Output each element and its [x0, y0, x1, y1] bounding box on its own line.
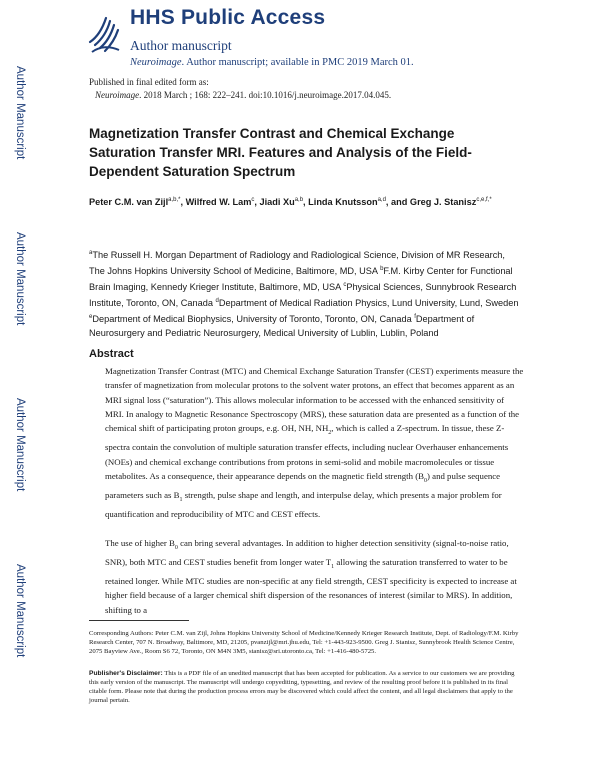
availability-text: . Author manuscript; available in PMC 2019 March 01.	[181, 57, 414, 68]
abstract-paragraph	[105, 364, 525, 521]
subscript: 0	[174, 544, 178, 551]
author-affiliation-mark: a,b	[294, 197, 304, 203]
side-label-author-manuscript: Author Manuscript	[14, 564, 26, 658]
paragraph-text: The use of higher B	[105, 538, 175, 548]
author-affiliation-mark: a,b,*	[168, 197, 181, 203]
affiliation-mark: d	[215, 297, 219, 304]
publisher-disclaimer	[89, 669, 521, 705]
author-name: Greg J. Stanisz	[409, 197, 477, 208]
affiliation-mark: f	[414, 313, 416, 320]
paragraph-text: Magnetization Transfer Contrast (MTC) and Chemical Exchange Saturation Transfer (CEST) experiments measure the transfer of magnetization from molecular protons to the solvent water protons, an effect that becomes apparent as an MRI signal loss (“saturation”). This allows molecular information to be accessed with the enhanced sensitivity of MRI. In analogy to Magnetic Resonance Spectroscopy (MRS), these saturation data are presented as a function of the chemical shift of participating proton groups, e.g. OH, NH, NH	[105, 366, 524, 434]
citation-details: . 2018 March ; 168: 222–241. doi:10.1016/j.neuroimage.2017.04.045.	[139, 90, 392, 100]
author-name: Peter C.M. van Zijl	[89, 197, 169, 208]
affiliation-mark: c	[343, 281, 347, 288]
subscript: 1	[179, 496, 183, 503]
subscript: 2	[328, 429, 332, 436]
author-name: Linda Knutsson	[308, 197, 378, 208]
article-title: Magnetization Transfer Contrast and Chemical Exchange Saturation Transfer MRI. Features and Analysis of the Field-Dependent Saturation Spectrum	[89, 126, 472, 179]
author-manuscript-subtitle: Author manuscript	[130, 38, 232, 53]
affiliation-mark: b	[380, 265, 384, 272]
abstract-paragraph	[105, 536, 525, 617]
footnote-divider	[89, 620, 189, 621]
paragraph-text: strength, pulse shape and length, and interpulse delay, which presents a major problem for quantification and reproducibility of MTC and CEST effects.	[105, 489, 502, 519]
author-name: Wilfred W. Lam	[185, 197, 252, 208]
side-label-author-manuscript: Author Manuscript	[14, 398, 26, 492]
citation-journal: Neuroimage	[95, 90, 140, 100]
author-affiliation-mark: c	[251, 197, 255, 203]
abstract-heading: Abstract	[89, 348, 134, 360]
hhs-public-access-title: HHS Public Access	[130, 6, 326, 29]
affiliations	[89, 247, 521, 341]
journal-availability	[130, 57, 414, 68]
correspondence-footnote: Corresponding Authors: Peter C.M. van Zijl, Johns Hopkins University School of Medicine/Kennedy Krieger Research Institute, Dept. of Radiology/F.M. Kirby Research Center, 707 N. Broadway, Baltimore, MD, 21205, pvanzijl@mri.jhu.edu, Tel: +1-443-923-9500. Greg J. Stanisz, Sunnybrook Health Science Centre, 2075 Bayview Ave., Room S6 72, Toronto, ON M4N 3M5, stanisz@sri.utoronto.ca, Tel: +1-416-480-5725.	[89, 630, 519, 655]
author-affiliation-mark: c,e,f,*	[476, 197, 492, 203]
journal-name: Neuroimage	[130, 57, 182, 68]
affiliation-text: Department of Neurosurgery and Pediatric Neurosurgery, Medical University of Lublin, Lublin, Poland	[89, 313, 475, 338]
author-name: Jiadi Xu	[259, 197, 295, 208]
published-label: Published in final edited form as:	[89, 77, 209, 87]
hhs-eagle-logo-icon	[86, 12, 122, 54]
affiliation-text: F.M. Kirby Center for Functional Brain Imaging, Kennedy Krieger Institute, Baltimore, MD, USA	[89, 266, 513, 292]
paragraph-text: can bring several advantages. In addition to higher detection sensitivity (signal-to-noise ratio, SNR), both MTC and CEST studies benefit from longer water T	[105, 538, 509, 568]
side-label-author-manuscript: Author Manuscript	[14, 232, 26, 326]
affiliation-mark: e	[89, 313, 93, 320]
disclaimer-text: This is a PDF file of an unedited manuscript that has been accepted for publication. As a service to our customers we are providing this early version of the manuscript. The manuscript will undergo copyediting, typesetting, and review of the resulting proof before it is published in its final citable form. Please note that during the production process errors may be discovered which could affect the content, and all legal disclaimers that apply to the journal pertain.	[89, 670, 515, 704]
paragraph-text: allowing the saturation transferred to water to be retained longer. While MTC studies are non-specific at any field strength, CEST specificity is expected to increase at higher field because of a larger chemical shift dispersion of the resonances of interest (similar to MRS). In addition, shifting to a	[105, 557, 517, 615]
author-affiliation-mark: a,d	[377, 197, 386, 203]
affiliation-text: Department of Medical Biophysics, University of Toronto, Toronto, ON, Canada	[92, 313, 415, 324]
affiliation-mark: a	[89, 250, 93, 256]
citation	[95, 90, 391, 100]
affiliation-text: Physical Sciences, Sunnybrook Research Institute, Toronto, ON, Canada	[89, 282, 517, 308]
paragraph-text: ) and pulse sequence parameters such as B	[105, 470, 501, 500]
disclaimer-label: Publisher's Disclaimer:	[89, 670, 163, 677]
side-label-author-manuscript: Author Manuscript	[14, 66, 26, 160]
affiliation-text: Department of Medical Radiation Physics, Lund University, Lund, Sweden	[218, 297, 519, 308]
subscript: 0	[424, 477, 428, 484]
affiliation-text: The Russell H. Morgan Department of Radiology and Radiological Science, Division of MR Research, The Johns Hopkins University School of Medicine, Baltimore, MD, USA	[89, 250, 505, 277]
author-list: Peter C.M. van Zijl$^{a,b,*}$, Wilfred W. Lam$^c$, Jiadi Xu$^{a,b}$, Linda Knutsson$^{a,d}$, and Greg J. Stanisz$^{c,e,f,*}$	[89, 197, 492, 208]
subscript: 1	[331, 563, 335, 570]
paragraph-text: , which is called a Z-spectrum. In tissue, these Z-spectra contain the convolution of multiple saturation transfer effects, including nuclear Overhauser enhancements (NOEs) and chemical exchange contributions from protons in semi-solid and mobile macromolecules or tissue metabolites. As a consequence, their appearance depends on the magnetic field strength (B	[105, 423, 509, 481]
